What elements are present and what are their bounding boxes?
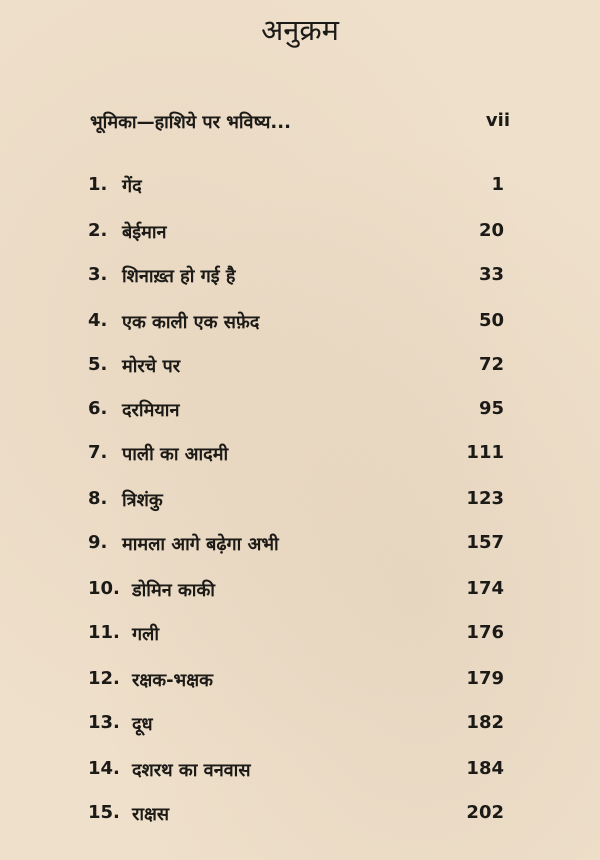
entry-number: 13.	[88, 712, 120, 733]
entry-title: शिनाख़्त हो गई है	[122, 266, 236, 287]
toc-entry	[88, 712, 504, 740]
entry-page-number: 179	[466, 668, 504, 689]
entry-number: 8.	[88, 488, 108, 509]
entry-number: 11.	[88, 622, 120, 643]
entry-title: दरमियान	[122, 400, 180, 421]
entry-number: 6.	[88, 398, 108, 419]
toc-entry	[88, 488, 504, 516]
toc-entry	[88, 220, 504, 248]
preface-label: भूमिका—हाशिये पर भविष्य...	[90, 112, 291, 133]
entry-number: 5.	[88, 354, 108, 375]
entry-page-number: 1	[491, 174, 504, 195]
entry-number: 10.	[88, 578, 120, 599]
entry-title: गेंद	[122, 176, 142, 197]
entry-number: 2.	[88, 220, 108, 241]
toc-entry	[88, 442, 504, 470]
toc-entry	[88, 758, 504, 786]
entry-page-number: 176	[466, 622, 504, 643]
entry-page-number: 50	[478, 310, 504, 331]
toc-entry	[88, 668, 504, 696]
entry-title: बेईमान	[122, 222, 167, 243]
entry-number: 4.	[88, 310, 108, 331]
entry-page-number: 157	[466, 532, 504, 553]
entry-page-number: 33	[478, 264, 504, 285]
entry-title: मामला आगे बढ़ेगा अभी	[122, 534, 279, 555]
preface-page-number: vii	[485, 110, 510, 131]
entry-title: डोमिन काकी	[132, 580, 215, 601]
toc-entry	[88, 264, 504, 292]
entry-number: 7.	[88, 442, 108, 463]
toc-entry	[88, 578, 504, 606]
entry-title: एक काली एक सफ़ेद	[122, 312, 260, 333]
toc-entry	[88, 354, 504, 382]
entry-number: 9.	[88, 532, 108, 553]
toc-entry	[88, 802, 504, 830]
entry-title: रक्षक-भक्षक	[132, 670, 213, 691]
entry-number: 3.	[88, 264, 108, 285]
entry-page-number: 20	[478, 220, 504, 241]
entry-page-number: 111	[466, 442, 504, 463]
entry-title: मोरचे पर	[122, 356, 181, 377]
entry-title: त्रिशंकु	[122, 490, 163, 511]
entry-number: 1.	[88, 174, 108, 195]
entry-number: 14.	[88, 758, 120, 779]
toc-entry	[88, 174, 504, 202]
entry-page-number: 95	[478, 398, 504, 419]
entry-page-number: 202	[466, 802, 504, 823]
toc-entry	[88, 398, 504, 426]
entry-page-number: 182	[466, 712, 504, 733]
entry-title: गली	[132, 624, 159, 645]
entry-title: पाली का आदमी	[122, 444, 229, 465]
page-title: अनुक्रम	[261, 13, 339, 47]
toc-entry	[88, 310, 504, 338]
toc-entry	[88, 622, 504, 650]
entry-title: दशरथ का वनवास	[132, 760, 251, 781]
entry-page-number: 174	[466, 578, 504, 599]
entry-title: राक्षस	[132, 804, 170, 825]
entry-page-number: 123	[466, 488, 504, 509]
entry-number: 12.	[88, 668, 120, 689]
entry-page-number: 72	[478, 354, 504, 375]
toc-entry	[88, 532, 504, 560]
entry-title: दूध	[132, 714, 153, 735]
entry-page-number: 184	[466, 758, 504, 779]
entry-number: 15.	[88, 802, 120, 823]
